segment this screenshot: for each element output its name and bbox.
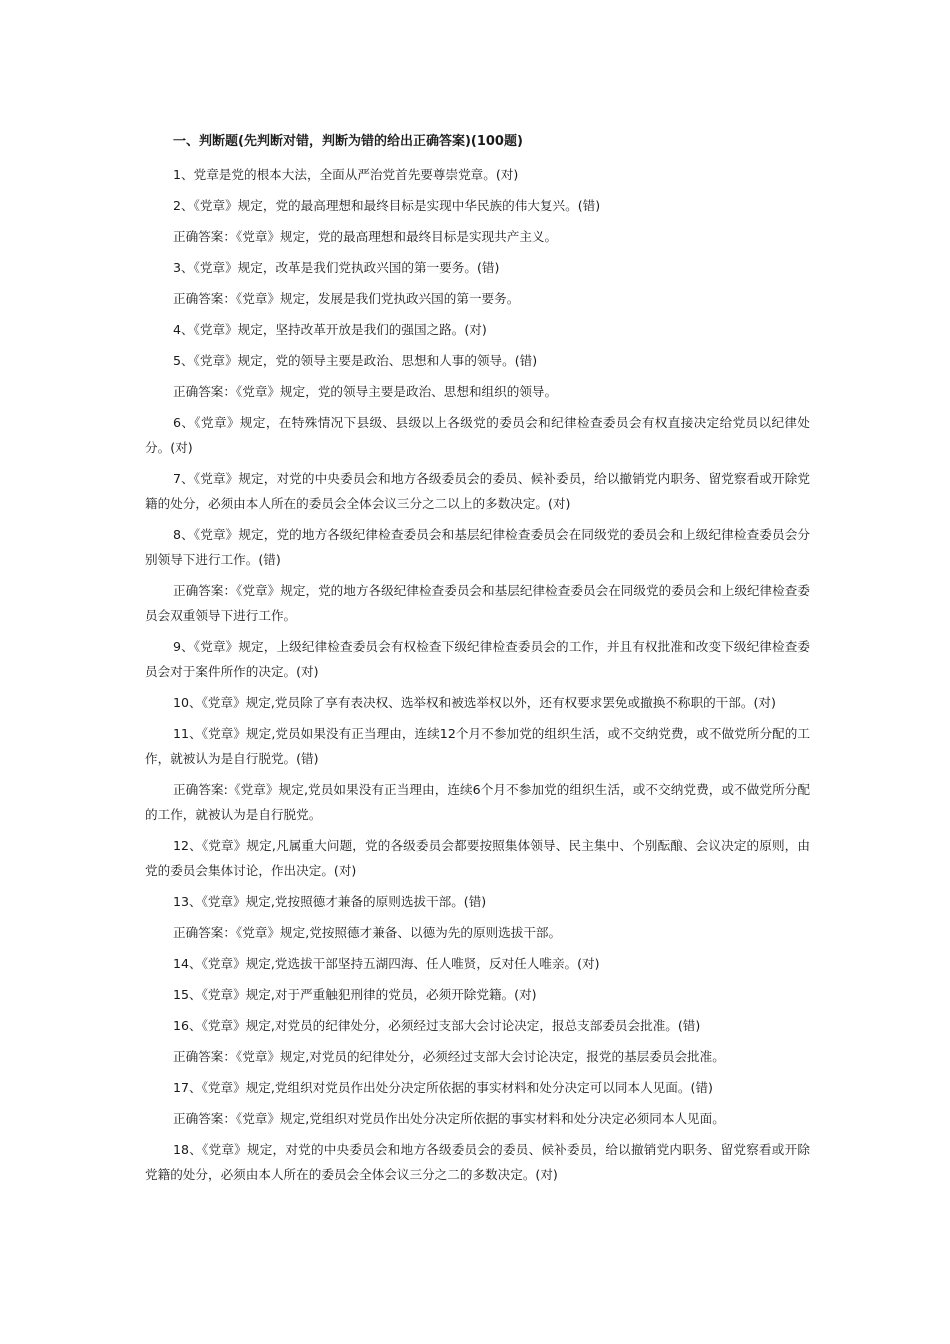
paragraph: 正确答案：《党章》规定,对党员的纪律处分，必须经过支部大会讨论决定，报党的基层委员会批准。: [173, 1049, 725, 1064]
paragraph: 16、《党章》规定,对党员的纪律处分，必须经过支部大会讨论决定，报总支部委员会批准。(错): [173, 1018, 701, 1033]
paragraph: 10、《党章》规定,党员除了享有表决权、选举权和被选举权以外，还有权要求罢免或撤换不称职的干部。(对): [173, 695, 776, 710]
paragraph: 15、《党章》规定,对于严重触犯刑律的党员，必须开除党籍。(对): [173, 987, 537, 1002]
paragraph: 13、《党章》规定,党按照德才兼备的原则选拔干部。(错): [173, 894, 487, 909]
paragraph: 3、《党章》规定，改革是我们党执政兴国的第一要务。(错): [173, 260, 500, 275]
paragraph: 1、党章是党的根本大法，全面从严治党首先要尊崇党章。(对): [173, 167, 519, 182]
paragraph: 9、《党章》规定，上级纪律检查委员会有权检查下级纪律检查委员会的工作，并且有权批准和改变下级纪律检查委员会对于案件所作的决定。(对): [145, 639, 810, 679]
paragraph: 正确答案：《党章》规定，党的最高理想和最终目标是实现共产主义。: [173, 229, 558, 244]
paragraph: 7、《党章》规定，对党的中央委员会和地方各级委员会的委员、候补委员，给以撤销党内职务、留党察看或开除党籍的处分，必须由本人所在的委员会全体会议三分之二以上的多数决定。(对): [145, 471, 810, 511]
paragraph: 正确答案：《党章》规定,党按照德才兼备、以德为先的原则选拔干部。: [173, 925, 562, 940]
paragraph: 2、《党章》规定，党的最高理想和最终目标是实现中华民族的伟大复兴。(错): [173, 198, 601, 213]
paragraph: 正确答案:《党章》规定,党员如果没有正当理由，连续6个月不参加党的组织生活，或不交纳党费，或不做党所分配的工作，就被认为是自行脱党。: [145, 782, 810, 822]
paragraph: 正确答案：《党章》规定，党的领导主要是政治、思想和组织的领导。: [173, 384, 558, 399]
paragraph: 18、《党章》规定，对党的中央委员会和地方各级委员会的委员、候补委员，给以撤销党内职务、留党察看或开除党籍的处分，必须由本人所在的委员会全体会议三分之二的多数决定。(对): [145, 1142, 810, 1182]
paragraph: 正确答案：《党章》规定，发展是我们党执政兴国的第一要务。: [173, 291, 520, 306]
paragraph: 正确答案：《党章》规定，党的地方各级纪律检查委员会和基层纪律检查委员会在同级党的委员会和上级纪律检查委员会双重领导下进行工作。: [145, 583, 810, 623]
paragraph: 正确答案：《党章》规定,党组织对党员作出处分决定所依据的事实材料和处分决定必须同本人见面。: [173, 1111, 725, 1126]
paragraph: 12、《党章》规定,凡属重大问题，党的各级委员会都要按照集体领导、民主集中、个别酝酿、会议决定的原则，由党的委员会集体讨论，作出决定。(对): [145, 838, 810, 878]
paragraph: 5、《党章》规定，党的领导主要是政治、思想和人事的领导。(错): [173, 353, 538, 368]
paragraph: 6、《党章》规定，在特殊情况下县级、县级以上各级党的委员会和纪律检查委员会有权直接决定给党员以纪律处分。(对): [145, 415, 810, 455]
paragraph: 17、《党章》规定,党组织对党员作出处分决定所依据的事实材料和处分决定可以同本人见面。(错): [173, 1080, 713, 1095]
paragraph: 14、《党章》规定,党选拔干部坚持五湖四海、任人唯贤，反对任人唯亲。(对): [173, 956, 600, 971]
paragraph: 8、《党章》规定，党的地方各级纪律检查委员会和基层纪律检查委员会在同级党的委员会和上级纪律检查委员会分别领导下进行工作。(错): [145, 527, 810, 567]
document-body: [145, 131, 810, 1193]
paragraph: 4、《党章》规定，坚持改革开放是我们的强国之路。(对): [173, 322, 487, 337]
paragraph: 11、《党章》规定,党员如果没有正当理由，连续12个月不参加党的组织生活，或不交纳党费，或不做党所分配的工作，就被认为是自行脱党。(错): [145, 726, 810, 766]
section-heading: 一、判断题(先判断对错，判断为错的给出正确答案)(100题): [173, 134, 523, 149]
